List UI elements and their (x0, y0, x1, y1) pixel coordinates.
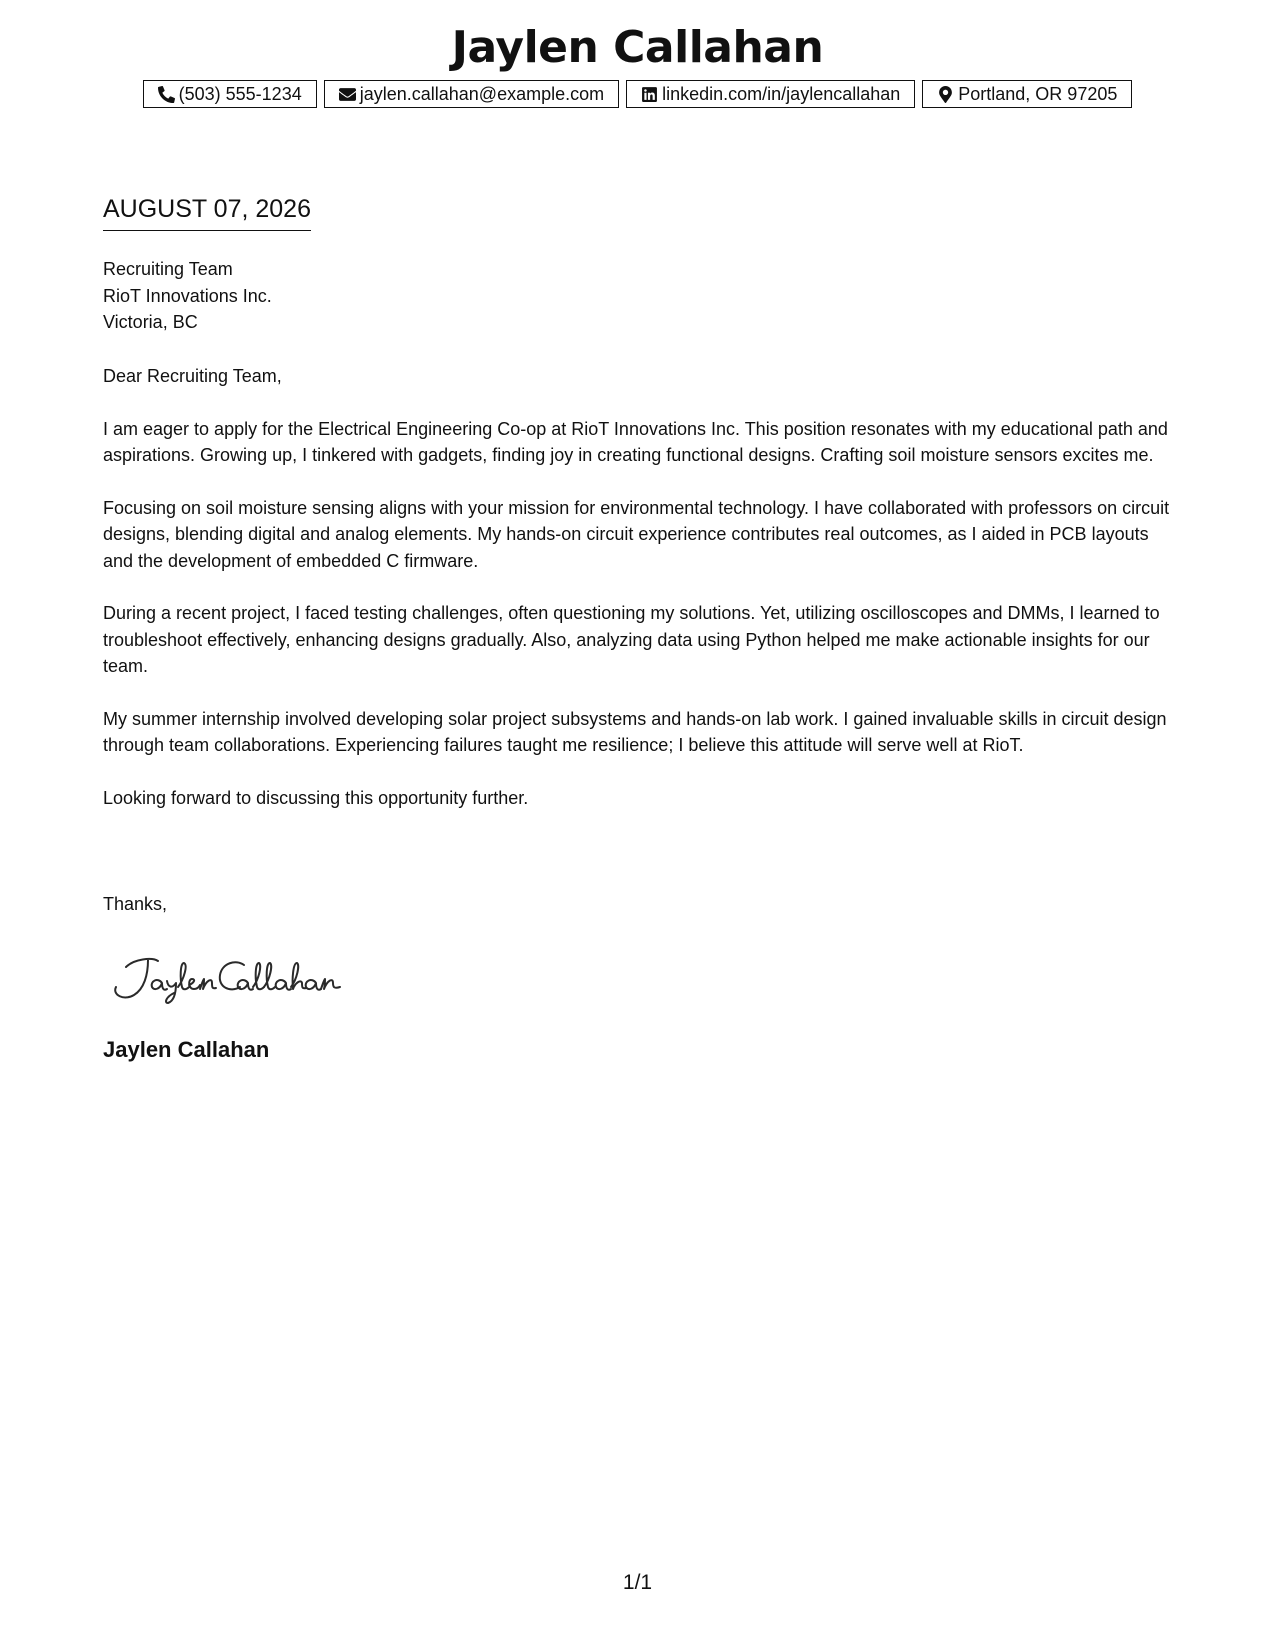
contact-email (324, 80, 619, 108)
body-paragraph: My summer internship involved developing solar project subsystems and hands-on lab work. I gained invaluable skills in circuit design through team collaborations. Experiencing failures taught me resilience; I believe this attitude will serve well at RioT. (103, 708, 1167, 755)
map-marker-icon (937, 86, 954, 103)
contact-info-row (0, 80, 1275, 108)
envelope-icon (339, 86, 356, 103)
contact-linkedin (626, 80, 915, 108)
signer-name: Jaylen Callahan (103, 1037, 270, 1062)
body-paragraph: I am eager to apply for the Electrical Engineering Co-op at RioT Innovations Inc. This position resonates with my educational path and aspirations. Growing up, I tinkered with gadgets, finding joy in creating functional designs. Crafting soil moisture sensors excites me. (103, 418, 1168, 465)
body-paragraph: During a recent project, I faced testing challenges, often questioning my solutions. Yet, utilizing oscilloscopes and DMMs, I learned to troubleshoot effectively, enhancing designs gradually. Also, analyzing data using Python helped me make actionable insights for our team. (103, 603, 1160, 676)
linkedin-text: linkedin.com/in/jaylencallahan (662, 83, 901, 104)
recipient-block (103, 256, 272, 336)
linkedin-icon (641, 86, 658, 103)
page-number: 1/1 (622, 1571, 653, 1594)
recipient-line: Recruiting Team (103, 259, 233, 279)
contact-location (922, 80, 1132, 108)
closing-line: Thanks, (103, 894, 168, 914)
phone-icon (158, 86, 175, 103)
recipient-company: RioT Innovations Inc. (103, 285, 272, 306)
applicant-name-heading: Jaylen Callahan (451, 22, 824, 73)
letter-body (103, 363, 1183, 837)
letter-date: AUGUST 07, 2026 (103, 194, 311, 231)
email-text: jaylen.callahan@example.com (359, 83, 605, 104)
body-paragraph: Looking forward to discussing this opportunity further. (103, 787, 529, 808)
handwritten-signature (104, 945, 364, 1005)
phone-text: (503) 555-1234 (178, 83, 302, 104)
contact-phone (143, 80, 317, 108)
body-paragraph: Focusing on soil moisture sensing aligns with your mission for environmental technology. I have collaborated with professors on circuit designs, blending digital and analog elements. My hands-on circuit experience contributes real outcomes, as I aided in PCB layouts and the development of embedded C firmware. (103, 497, 1170, 571)
salutation: Dear Recruiting Team, (103, 366, 282, 386)
recipient-location: Victoria, BC (103, 312, 198, 332)
location-text: Portland, OR 97205 (958, 83, 1118, 104)
